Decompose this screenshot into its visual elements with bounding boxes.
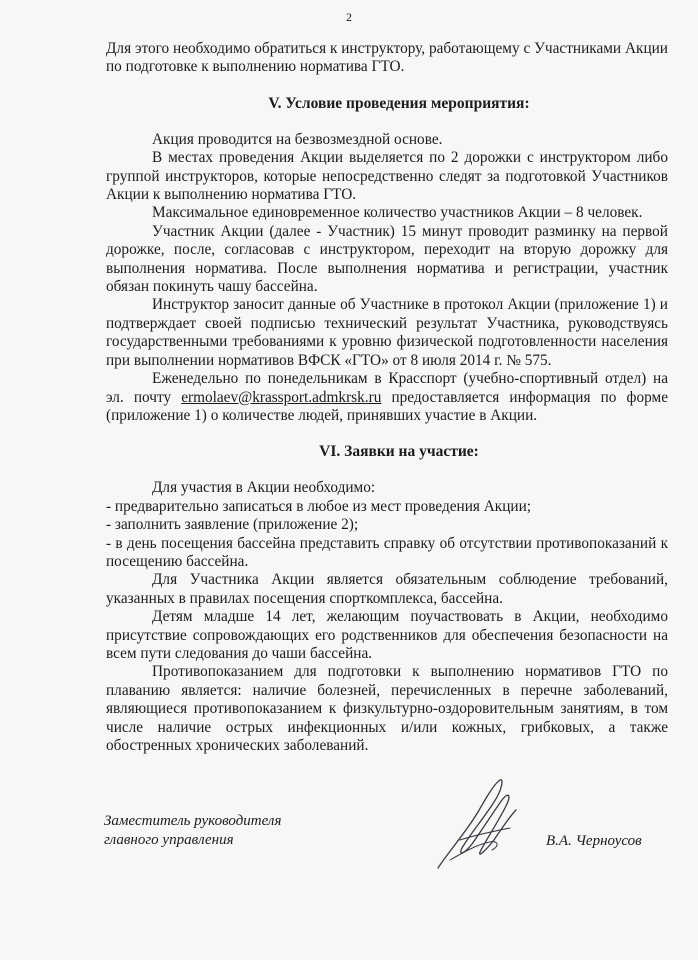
section-5-paragraph-5: Инструктор заносит данные об Участнике в протокол Акции (приложение 1) и подтверждает своей подписью технический результат Участника, руководствуясь государственными требованиями к уровню физической подготовленности населения при выполнении нормативов ВФСК «ГТО» от 8 июля 2014 г. № 575. [106,296,668,369]
page-number: 2 [346,10,352,24]
section-5-title: V. Условие проведения мероприятия: [268,94,530,112]
section-5-paragraph-4: Участник Акции (далее - Участник) 15 минут проводит разминку на первой дорожке, после, согласовав с инструктором, переходит на вторую дорожку для выполнения норматива. После выполнения норматива и регистрации, участник обязан покинуть чашу бассейна. [106,222,668,296]
signatory-name: В.А. Черноусов [546,833,642,849]
section-6-paragraph-3: Детям младше 14 лет, желающим поучаствовать в Акции, необходимо присутствие сопровождающих его родственников для обеспечения безопасности на всем пути следования до чаши бассейна. [106,608,668,662]
requirement-item-2: - заполнить заявление (приложение 2); [106,516,359,534]
signatory-position [104,812,281,850]
section-6-paragraph-4: Противопоказанием для подготовки к выполнению нормативов ГТО по плаванию является: наличие болезней, перечисленных в перечне заболеваний, являющиеся противопоказанием к физкультурно-оздоровительным занятиям, в том числе наличие острых инфекционных и/или кожных, грибковых, а также обостренных хронических заболеваний. [106,663,668,754]
intro-paragraph: Для этого необходимо обратиться к инструктору, работающему с Участниками Акции по подготовке к выполнению норматива ГТО. [106,40,668,76]
email-link[interactable]: ermolaev@krassport.admkrsk.ru [181,388,382,406]
document-body [106,40,668,755]
position-line-1: Заместитель руководителя [104,813,282,829]
position-line-2: главного управления [104,832,234,848]
requirement-item-3: - в день посещения бассейна представить справку об отсутствии противопоказаний к посещению бассейна. [106,534,668,570]
report-text-after: предоставляется информация по форме (приложение 1) о количестве людей, принявших участие в Акции. [106,388,668,424]
requirement-item-1: - предварительно записаться в любое из мест проведения Акции; [106,497,532,515]
section-5-paragraph-2: В местах проведения Акции выделяется по 2 дорожки с инструктором либо группой инструкторов, которые непосредственно следят за подготовкой Участников Акции к выполнению норматива ГТО. [106,149,668,204]
section-6-title: VI. Заявки на участие: [319,443,479,461]
section-5-paragraph-6 [106,370,668,425]
section-6-paragraph-1: Для участия в Акции необходимо: [152,479,376,497]
section-5-paragraph-1: Акция проводится на безвозмездной основе. [152,130,443,148]
report-text-before: Еженедельно по понедельникам в Красспорт (учебно-спортивный отдел) на эл. почту [106,370,668,406]
section-6-paragraph-2: Для Участника Акции является обязательным соблюдение требований, указанных в правилах посещения спорткомплекса, бассейна. [106,571,668,607]
section-5-paragraph-3: Максимальное единовременное количество участников Акции – 8 человек. [152,204,643,222]
handwritten-signature [420,770,530,880]
